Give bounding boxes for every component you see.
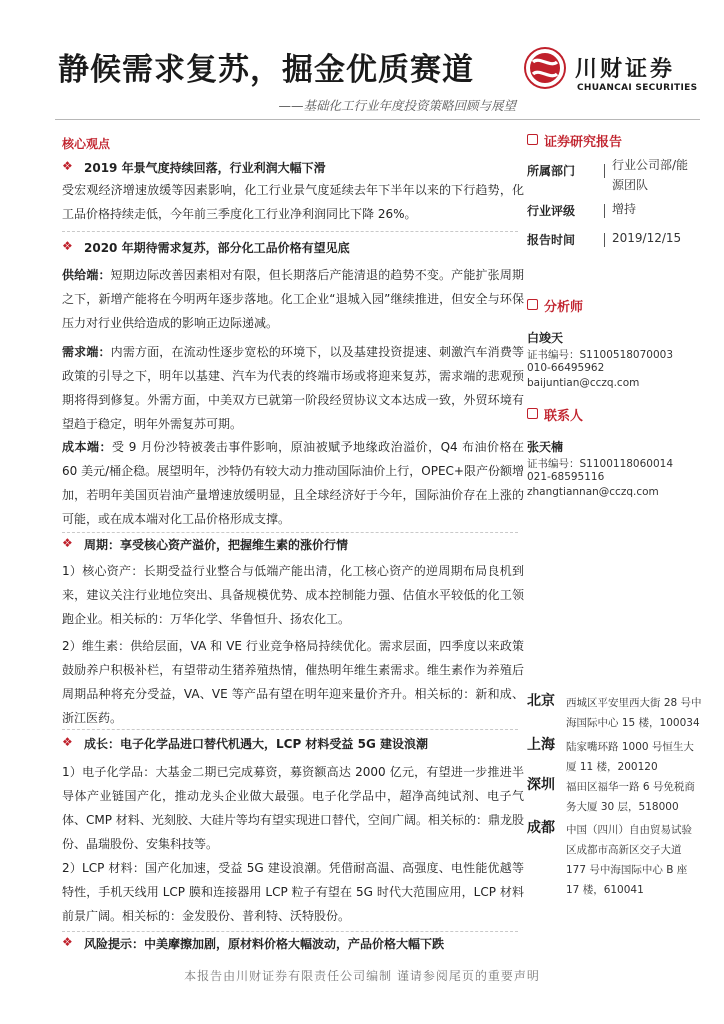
rating-label: 行业评级 — [527, 204, 576, 218]
paragraph-vitamins: 2）维生素：供给层面，VA 和 VE 行业竞争格局持续优化。需求层面，四季度以来政策鼓励养户积极补栏，有望带动生猪养殖热情，催热明年维生素需求。维生素作为养殖后周期品种将充分受益，VA、VE 等产品有望在明年迎来量价齐升。相关标的：新和成、浙江医药。 — [62, 639, 524, 725]
header-divider — [55, 119, 700, 120]
bullet-title-2: 2020 年期待需求复苏，部分化工品价格有望见底 — [84, 241, 350, 255]
paragraph-industry-decline: 受宏观经济增速放缓等因素影响，化工行业景气度延续去年下半年以来的下行趋势，化工品价格持续走低，今年前三季度化工行业净利润同比下降 26%。 — [62, 183, 524, 221]
brand-name: 川财证券 — [575, 57, 676, 82]
cost-text: 受 9 月份沙特被袭击事件影响，原油被赋予地缘政治溢价，Q4 布油价格在 60 美元/桶企稳。展望明年，沙特仍有较大动力推动国际油价上行，OPEC+限产份额增加，若明年美国页岩油产量增速放缓明显，且全球经济好于今年，国际油价存在上涨的可能，或在成本端对化工品价格形成支撑。 — [62, 440, 524, 526]
office-city-beijing: 北京 — [527, 693, 555, 709]
contact-section-icon — [527, 408, 538, 419]
office-city-chengdu: 成都 — [527, 820, 555, 836]
diamond-bullet-icon: ❖ — [62, 735, 73, 749]
date-value: 2019/12/15 — [612, 231, 682, 245]
diamond-bullet-icon: ❖ — [62, 159, 73, 173]
dashed-divider — [62, 231, 518, 232]
bullet-title-3: 周期：享受核心资产溢价，把握维生素的涨价行情 — [84, 538, 349, 552]
paragraph-cost — [62, 435, 524, 531]
office-address-beijing: 西城区平安里西大街 28 号中海国际中心 15 楼，100034 — [566, 697, 702, 729]
diamond-bullet-icon: ❖ — [62, 239, 73, 253]
dept-label: 所属部门 — [527, 164, 576, 178]
contact-email[interactable]: zhangtiannan@cczq.com — [527, 486, 659, 498]
analyst-phone: 010-66495962 — [527, 362, 605, 374]
analyst-name: 白竣天 — [527, 331, 564, 345]
contact-phone: 021-68595116 — [527, 471, 605, 483]
report-title: 静候需求复苏，掘金优质赛道 — [58, 52, 474, 88]
bullet-title-risk: 风险提示：中美摩擦加剧，原材料价格大幅波动，产品价格大幅下跌 — [84, 937, 445, 951]
demand-label: 需求端： — [62, 345, 111, 359]
sidebar-analyst-head: 分析师 — [544, 300, 584, 315]
dept-value: 行业公司部/能源团队 — [612, 158, 689, 192]
sidebar-report-head: 证券研究报告 — [544, 135, 623, 150]
separator-bar — [604, 204, 605, 218]
dashed-divider — [62, 729, 518, 730]
analyst-cert: 证书编号：S1100518070003 — [527, 349, 674, 361]
office-address-shenzhen: 福田区福华一路 6 号免税商务大厦 30 层，518000 — [566, 781, 695, 813]
paragraph-supply — [62, 263, 524, 335]
dashed-divider — [62, 931, 518, 932]
bullet-title-1: 2019 年景气度持续回落，行业利润大幅下滑 — [84, 161, 326, 175]
contact-cert: 证书编号：S1100118060014 — [527, 458, 674, 470]
analyst-email[interactable]: baijuntian@cczq.com — [527, 377, 640, 389]
office-city-shanghai: 上海 — [527, 737, 555, 753]
office-city-shenzhen: 深圳 — [527, 777, 555, 793]
supply-text: 短期边际改善因素相对有限，但长期落后产能清退的趋势不变。产能扩张周期之下，新增产能将在今明两年逐步落地。化工企业“退城入园”继续推进，但安全与环保压力对行业供给造成的影响正边际递减。 — [62, 268, 524, 330]
contact-name: 张天楠 — [527, 440, 564, 454]
chuancai-logo-icon — [523, 46, 567, 90]
diamond-bullet-icon: ❖ — [62, 935, 73, 949]
sidebar-contact-head: 联系人 — [544, 409, 584, 424]
report-subtitle: ——基础化工行业年度投资策略回顾与展望 — [278, 98, 516, 113]
analyst-section-icon — [527, 299, 538, 310]
separator-bar — [604, 164, 605, 178]
separator-bar — [604, 233, 605, 247]
demand-text: 内需方面，在流动性逐步宽松的环境下，以及基建投资提速、刺激汽车消费等政策的引导之下，明年以基建、汽车为代表的终端市场或将迎来复苏，需求端的悲观预期将得到修复。外需方面，中美双方已就第一阶段经贸协议文本达成一致，外贸环境有望趋于稳定，明年外需复苏可期。 — [62, 345, 524, 431]
section-title-core-view: 核心观点 — [62, 137, 111, 151]
supply-label: 供给端： — [62, 268, 111, 282]
report-section-icon — [527, 134, 538, 145]
paragraph-electronic-chemicals: 1）电子化学品：大基金二期已完成募资，募资额高达 2000 亿元，有望进一步推进半导体产业链国产化，推动龙头企业做大最强。电子化学品中，超净高纯试剂、电子气体、CMP 材料、光刻胶、大硅片等均有望实现进口替代，空间广阔。相关标的：鼎龙股份、晶瑞股份、安集科技等。 — [62, 765, 524, 851]
paragraph-demand — [62, 340, 524, 436]
footer-disclaimer: 本报告由川财证券有限责任公司编制 谨请参阅尾页的重要声明 — [184, 969, 540, 983]
brand-name-en: CHUANCAI SECURITIES — [577, 83, 698, 93]
paragraph-core-assets: 1）核心资产：长期受益行业整合与低端产能出清，化工核心资产的逆周期布局良机到来，建议关注行业地位突出、具备规模优势、成本控制能力强、估值水平较低的化工领跑企业。相关标的：万华化学、华鲁恒升、扬农化工。 — [62, 564, 524, 626]
date-label: 报告时间 — [527, 233, 576, 247]
office-address-chengdu: 中国（四川）自由贸易试验区成都市高新区交子大道 177 号中海国际中心 B 座 17 楼，610041 — [566, 824, 692, 896]
paragraph-lcp: 2）LCP 材料：国产化加速，受益 5G 建设浪潮。凭借耐高温、高强度、电性能优越等特性，手机天线用 LCP 膜和连接器用 LCP 粒子有望在 5G 时代大范围应用，LCP 材料前景广阔。相关标的：金发股份、普利特、沃特股份。 — [62, 861, 524, 923]
bullet-title-4: 成长：电子化学品进口替代机遇大，LCP 材料受益 5G 建设浪潮 — [84, 737, 428, 751]
office-address-shanghai: 陆家嘴环路 1000 号恒生大厦 11 楼，200120 — [566, 741, 694, 773]
diamond-bullet-icon: ❖ — [62, 536, 73, 550]
cost-label: 成本端： — [62, 440, 112, 454]
dashed-divider — [62, 532, 518, 533]
rating-value: 增持 — [612, 202, 637, 216]
